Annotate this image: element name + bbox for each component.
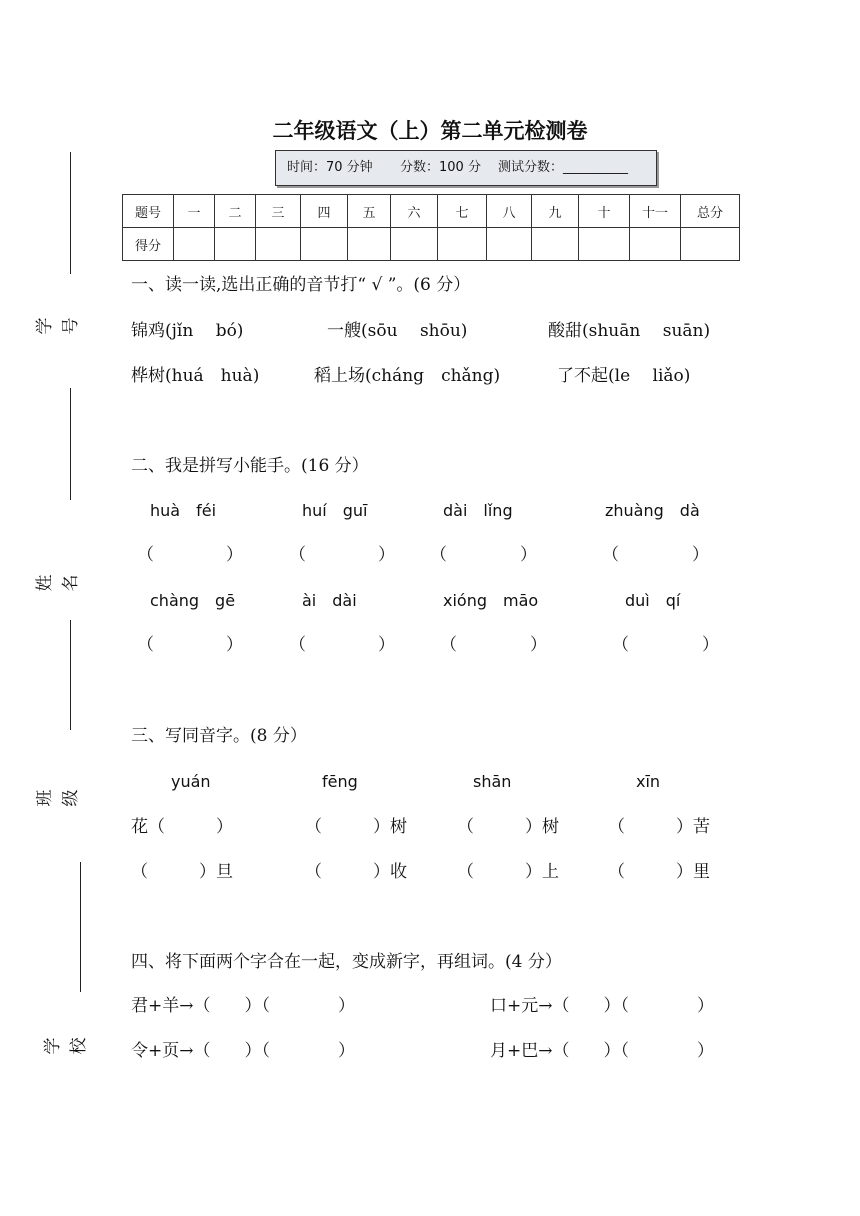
student-id-label: 学 号 bbox=[35, 317, 81, 335]
answer-left-paren: （ bbox=[612, 635, 629, 655]
answer-right-paren: ） bbox=[378, 635, 395, 655]
pinyin-choice[interactable]: 锦鸡(jǐn bó) bbox=[131, 321, 244, 341]
score-cell[interactable] bbox=[579, 228, 630, 261]
combine-item[interactable]: 口+元→（ ）（ ） bbox=[490, 996, 714, 1016]
answer-left-paren: （ bbox=[137, 635, 154, 655]
homophone-blank[interactable]: （ ）树 bbox=[305, 817, 407, 837]
answer-left-paren: （ bbox=[602, 545, 619, 565]
score-cell[interactable] bbox=[301, 228, 348, 261]
score-cell[interactable] bbox=[532, 228, 579, 261]
answer-left-paren: （ bbox=[430, 545, 447, 565]
answer-right-paren: ） bbox=[226, 545, 243, 565]
binding-line bbox=[70, 152, 71, 274]
answer-right-paren: ） bbox=[378, 545, 395, 565]
pinyin-choice[interactable]: 稻上场(cháng chǎng) bbox=[314, 366, 501, 386]
score-cell[interactable] bbox=[348, 228, 391, 261]
homophone-blank[interactable]: （ ）树 bbox=[457, 817, 559, 837]
score-cell[interactable] bbox=[256, 228, 301, 261]
column-header: 五 bbox=[348, 195, 391, 228]
answer-right-paren: ） bbox=[520, 545, 537, 565]
pinyin-prompt: shān bbox=[473, 772, 512, 791]
combine-item[interactable]: 令+页→（ ）（ ） bbox=[131, 1041, 355, 1061]
row-header: 题号 bbox=[123, 195, 174, 228]
homophone-blank[interactable]: （ ）上 bbox=[457, 862, 559, 882]
binding-line bbox=[70, 388, 71, 500]
binding-line bbox=[70, 620, 71, 730]
homophone-blank[interactable]: 花（ ） bbox=[131, 817, 233, 837]
answer-right-paren: ） bbox=[692, 545, 709, 565]
test-score-field[interactable]: 测试分数：__________ bbox=[498, 160, 629, 175]
pinyin-choice[interactable]: 桦树(huá huà) bbox=[131, 366, 260, 386]
column-header: 八 bbox=[487, 195, 532, 228]
exam-total-score: 分数：100 分 bbox=[400, 160, 481, 175]
score-table bbox=[122, 194, 740, 261]
pinyin-choice[interactable]: 一艘(sōu shōu) bbox=[327, 321, 468, 341]
school-label: 学 校 bbox=[43, 1037, 89, 1055]
answer-left-paren: （ bbox=[289, 545, 306, 565]
column-header: 七 bbox=[438, 195, 487, 228]
binding-line bbox=[80, 862, 81, 992]
column-header: 四 bbox=[301, 195, 348, 228]
answer-left-paren: （ bbox=[289, 635, 306, 655]
name-label: 姓 名 bbox=[35, 574, 81, 592]
pinyin-prompt: zhuàng dà bbox=[605, 501, 700, 520]
pinyin-prompt: ài dài bbox=[302, 591, 357, 610]
pinyin-prompt: dài lǐng bbox=[443, 501, 513, 520]
column-header: 总分 bbox=[681, 195, 740, 228]
column-header: 一 bbox=[174, 195, 215, 228]
score-cell[interactable] bbox=[391, 228, 438, 261]
section-heading: 三、写同音字。(8 分） bbox=[131, 726, 307, 746]
section-heading: 二、我是拼写小能手。(16 分） bbox=[131, 456, 369, 476]
score-cell[interactable] bbox=[487, 228, 532, 261]
pinyin-prompt: huí guī bbox=[302, 501, 368, 520]
answer-right-paren: ） bbox=[530, 635, 547, 655]
pinyin-prompt: yuán bbox=[171, 772, 211, 791]
pinyin-choice[interactable]: 酸甜(shuān suān) bbox=[548, 321, 711, 341]
pinyin-prompt: chàng gē bbox=[150, 591, 236, 610]
score-cell[interactable] bbox=[630, 228, 681, 261]
exam-info-box bbox=[275, 150, 657, 186]
column-header: 六 bbox=[391, 195, 438, 228]
section-heading: 一、读一读,选出正确的音节打“ √ ”。(6 分） bbox=[131, 275, 471, 295]
score-cell[interactable] bbox=[438, 228, 487, 261]
answer-right-paren: ） bbox=[702, 635, 719, 655]
column-header: 十一 bbox=[630, 195, 681, 228]
homophone-blank[interactable]: （ ）里 bbox=[608, 862, 710, 882]
page-title: 二年级语文（上）第二单元检测卷 bbox=[272, 118, 588, 143]
section-heading: 四、将下面两个字合在一起，变成新字，再组词。(4 分） bbox=[131, 952, 562, 972]
column-header: 十 bbox=[579, 195, 630, 228]
homophone-blank[interactable]: （ ）收 bbox=[305, 862, 407, 882]
score-cell[interactable] bbox=[174, 228, 215, 261]
combine-item[interactable]: 月+巴→（ ）（ ） bbox=[490, 1041, 714, 1061]
combine-item[interactable]: 君+羊→（ ）（ ） bbox=[131, 996, 355, 1016]
answer-right-paren: ） bbox=[226, 635, 243, 655]
column-header: 二 bbox=[215, 195, 256, 228]
exam-time: 时间：70 分钟 bbox=[287, 160, 373, 175]
table-row bbox=[123, 195, 740, 228]
score-cell[interactable] bbox=[215, 228, 256, 261]
pinyin-prompt: xióng māo bbox=[443, 591, 539, 610]
homophone-blank[interactable]: （ ）旦 bbox=[131, 862, 233, 882]
homophone-blank[interactable]: （ ）苦 bbox=[608, 817, 710, 837]
pinyin-prompt: xīn bbox=[636, 772, 661, 791]
row-header: 得分 bbox=[123, 228, 174, 261]
column-header: 三 bbox=[256, 195, 301, 228]
column-header: 九 bbox=[532, 195, 579, 228]
pinyin-choice[interactable]: 了不起(le liǎo) bbox=[557, 366, 691, 386]
answer-left-paren: （ bbox=[440, 635, 457, 655]
answer-left-paren: （ bbox=[137, 545, 154, 565]
class-label: 班 级 bbox=[35, 789, 81, 807]
pinyin-prompt: huà féi bbox=[150, 501, 217, 520]
score-cell[interactable] bbox=[681, 228, 740, 261]
pinyin-prompt: duì qí bbox=[625, 591, 681, 610]
table-row bbox=[123, 228, 740, 261]
pinyin-prompt: fēng bbox=[322, 772, 358, 791]
